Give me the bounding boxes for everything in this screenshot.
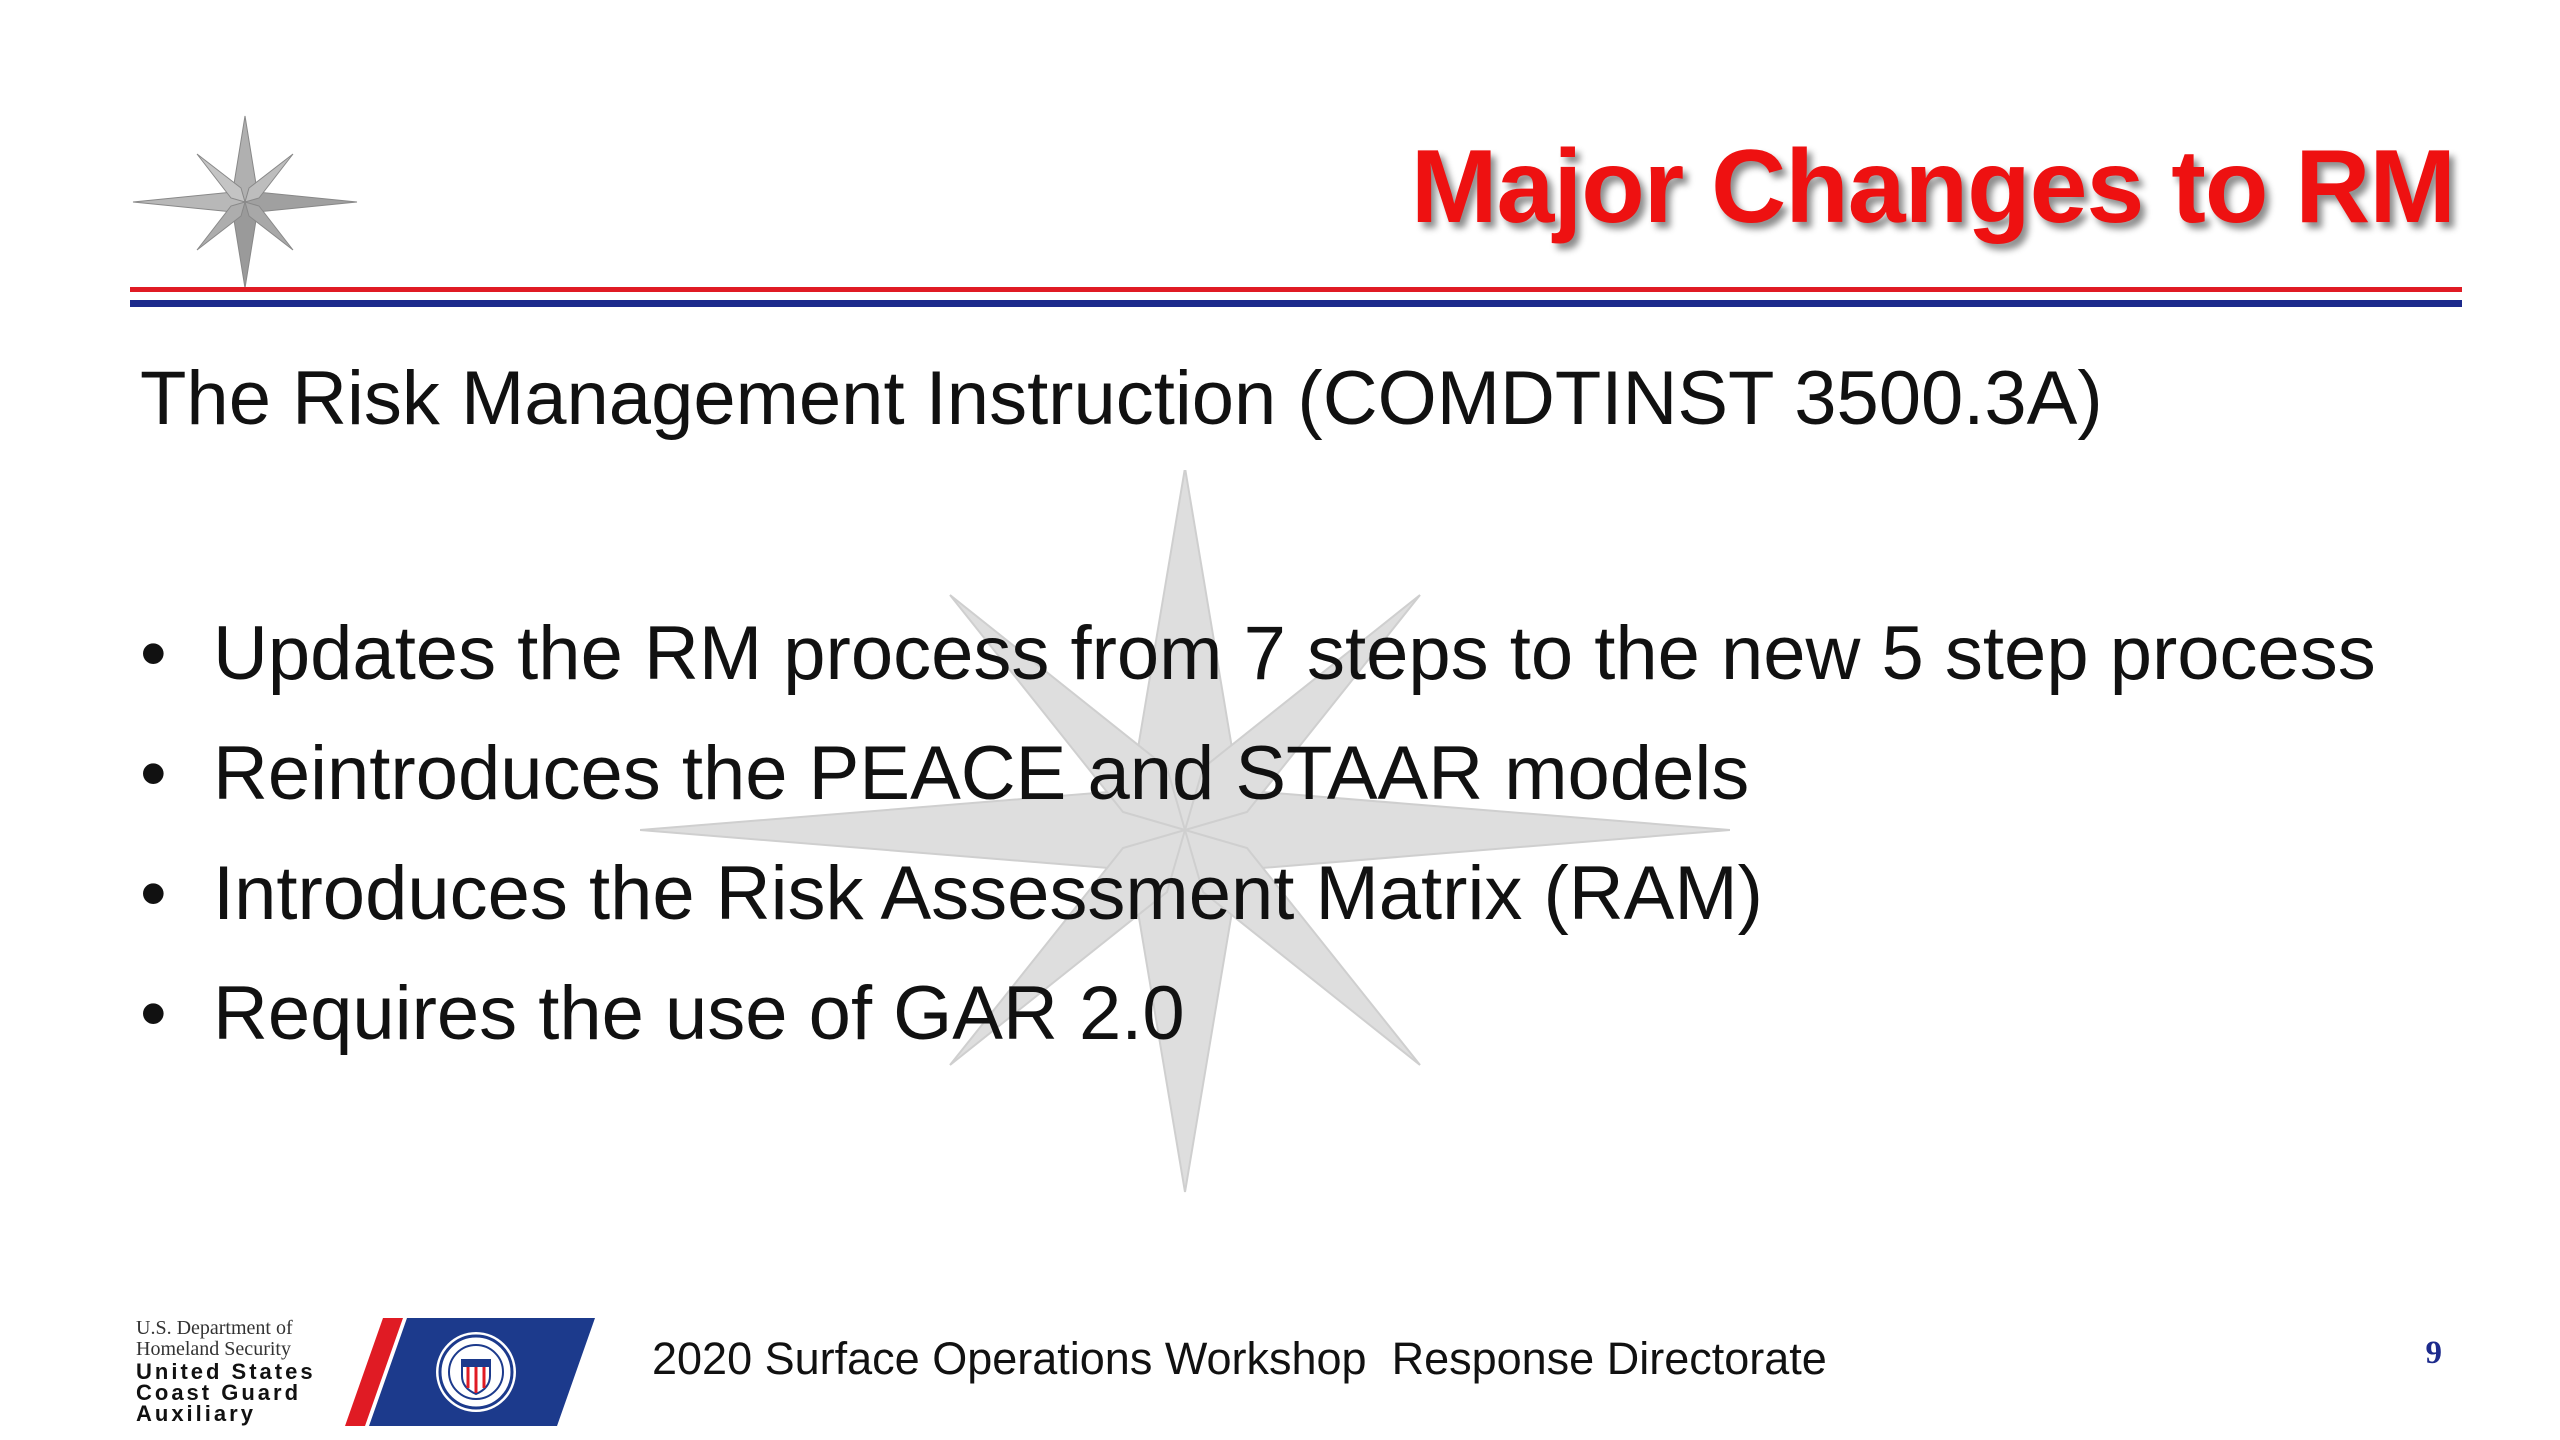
bullet-text: Introduces the Risk Assessment Matrix (RAM)	[213, 851, 1763, 936]
bullet-glyph: •	[140, 731, 167, 816]
bullet-item	[140, 840, 2400, 948]
org-line-3: Auxiliary	[136, 1401, 256, 1426]
slide-subtitle: The Risk Management Instruction (COMDTINST 3500.3A)	[140, 356, 2103, 441]
slide-title: Major Changes to RM	[1410, 129, 2455, 245]
page-number: 9	[2425, 1335, 2442, 1371]
title-rule-red	[130, 287, 2462, 292]
bullet-glyph: •	[140, 611, 167, 696]
uscg-auxiliary-wordmark	[136, 1361, 316, 1424]
footer-text: 2020 Surface Operations Workshop Response Directorate	[652, 1333, 1827, 1384]
compass-rose-icon	[130, 112, 360, 292]
dhs-line-1: U.S. Department of	[136, 1317, 293, 1339]
coast-guard-stripe-logo	[345, 1318, 595, 1426]
bullet-item	[140, 720, 2400, 828]
bullet-glyph: •	[140, 851, 167, 936]
coast-guard-seal-icon	[436, 1332, 516, 1412]
dhs-line-2: Homeland Security	[136, 1338, 291, 1360]
title-rule-blue	[130, 300, 2462, 307]
org-line-2: Coast Guard	[136, 1380, 302, 1405]
dhs-wordmark	[136, 1318, 293, 1360]
bullet-glyph: •	[140, 971, 167, 1056]
bullet-text: Reintroduces the PEACE and STAAR models	[213, 731, 1750, 816]
bullet-item	[140, 600, 2400, 708]
bullet-text: Requires the use of GAR 2.0	[213, 971, 1185, 1056]
bullet-item	[140, 960, 2400, 1068]
org-line-1: United States	[136, 1359, 316, 1384]
bullet-text: Updates the RM process from 7 steps to the new 5 step process	[213, 611, 2376, 696]
bullet-list	[140, 600, 2400, 1080]
